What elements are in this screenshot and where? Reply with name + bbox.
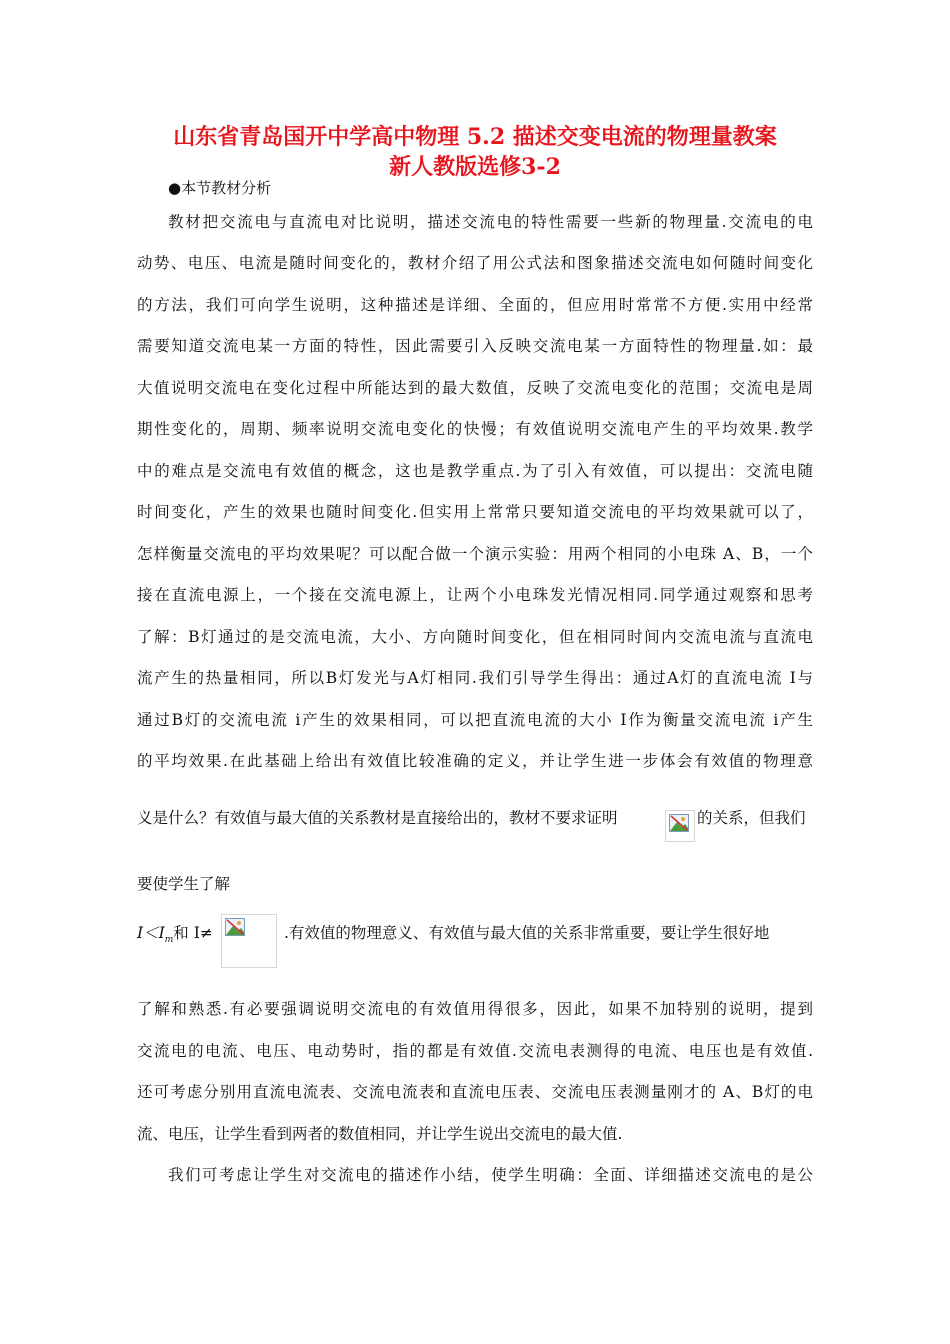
paragraph-line: 我们可考虑让学生对交流电的描述作小结，使学生明确：全面、详细描述交流电的是公 [168,1166,813,1184]
formula-and-text: 和 I≠ [173,924,213,942]
paragraph-line: 交流电的电流、电压、电动势时，指的都是有效值.交流电表测得的电流、电压也是有效值. [137,1042,813,1060]
formula-image-placeholder [221,914,277,968]
formula-subscript: m [164,935,174,946]
paragraph-line: 大值说明交流电在变化过程中所能达到的最大数值，反映了交流电变化的范围；交流电是周 [137,379,813,397]
paragraph-line-tail: 的关系，但我们 [697,809,806,827]
document-title-line1: 山东省青岛国开中学高中物理 5.2 描述交变电流的物理量教案 [173,124,777,150]
paragraph-line: 的平均效果.在此基础上给出有效值比较准确的定义，并让学生进一步体会有效值的物理意 [137,752,813,770]
broken-image-icon [669,814,689,832]
paragraph-line: 流产生的热量相同，所以B灯发光与A灯相同.我们引导学生得出：通过A灯的直流电流 I与 [137,669,813,687]
paragraph-line-with-image [137,806,618,828]
formula-image-placeholder [665,810,695,842]
paragraph-line: 需要知道交流电某一方面的特性，因此需要引入反映交流电某一方面特性的物理量.如：最 [137,337,813,355]
paragraph-line: 通过B灯的交流电流 i产生的效果相同，可以把直流电流的大小 I作为衡量交流电流 i产生 [137,711,813,729]
paragraph-line: 时间变化，产生的效果也随时间变化.但实用上常常只要知道交流电的平均效果就可以了， [137,503,813,521]
paragraph-line: 了解：B灯通过的是交流电流，大小、方向随时间变化，但在相同时间内交流电流与直流电 [137,628,813,646]
formula-inequality: I＜I [137,924,165,942]
formula-line-tail: .有效值的物理意义、有效值与最大值的关系非常重要，要让学生很好地 [284,924,770,942]
paragraph-line: 要使学生了解 [137,875,231,893]
paragraph-line: 接在直流电源上，一个接在交流电源上，让两个小电珠发光情况相同.同学通过观察和思考 [137,586,813,604]
paragraph-line-text: 义是什么？有效值与最大值的关系教材是直接给出的，教材不要求证明 [137,809,618,827]
formula-line [137,921,213,945]
paragraph-line: 流、电压，让学生看到两者的数值相同，并让学生说出交流电的最大值. [137,1125,623,1143]
section-heading: ●本节教材分析 [168,179,272,197]
paragraph-line: 教材把交流电与直流电对比说明，描述交流电的特性需要一些新的物理量.交流电的电 [168,213,813,231]
paragraph-line: 还可考虑分别用直流电流表、交流电流表和直流电压表、交流电压表测量刚才的 A、B灯的电 [137,1083,813,1101]
paragraph-line: 了解和熟悉.有必要强调说明交流电的有效值用得很多，因此，如果不加特别的说明，提到 [137,1000,813,1018]
broken-image-icon [225,918,245,936]
paragraph-line: 的方法，我们可向学生说明，这种描述是详细、全面的，但应用时常常不方便.实用中经常 [137,296,813,314]
paragraph-line: 怎样衡量交流电的平均效果呢？可以配合做一个演示实验：用两个相同的小电珠 A、B，一个 [137,545,813,563]
paragraph-line: 动势、电压、电流是随时间变化的，教材介绍了用公式法和图象描述交流电如何随时间变化 [137,254,813,272]
paragraph-line: 中的难点是交流电有效值的概念，这也是教学重点.为了引入有效值，可以提出：交流电随 [137,462,813,480]
paragraph-line: 期性变化的，周期、频率说明交流电变化的快慢；有效值说明交流电产生的平均效果.教学 [137,420,813,438]
document-title-line2: 新人教版选修3-2 [389,154,561,180]
